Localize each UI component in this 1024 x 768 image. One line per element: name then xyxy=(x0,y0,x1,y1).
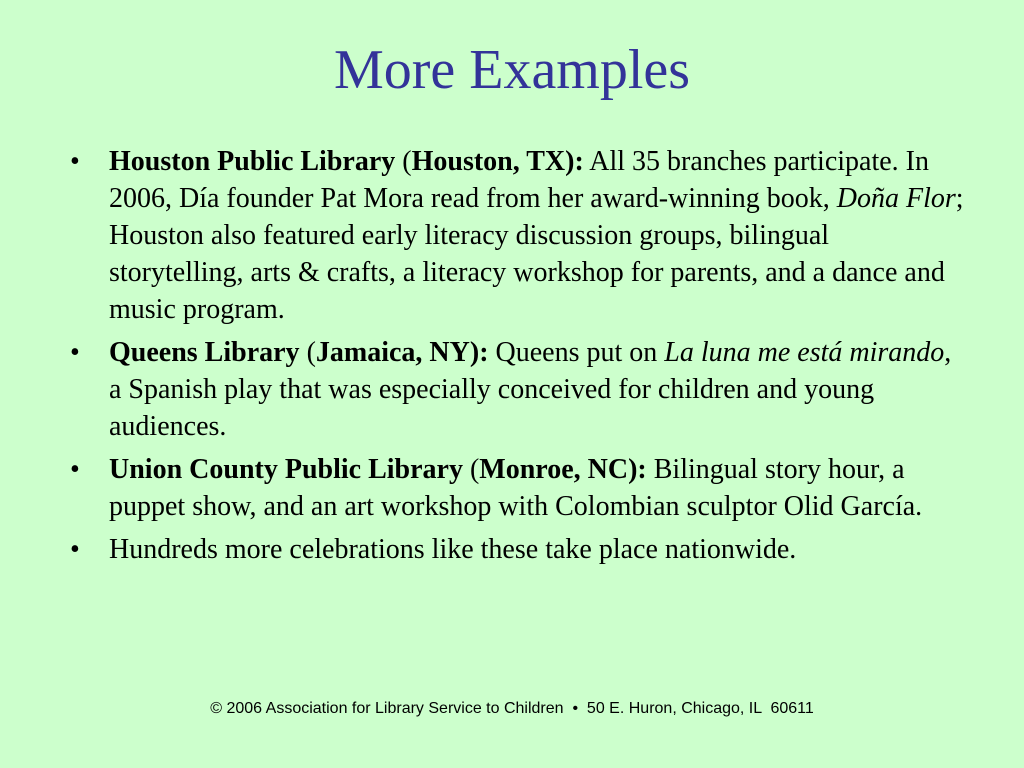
bullet-text-continued: , a Spanish play that was especially conceived for children and young audiences. xyxy=(109,337,952,442)
bullet-icon: • xyxy=(70,146,80,177)
play-title: La luna me está mirando xyxy=(664,337,945,368)
bullet-text: Bilingual story hour, a puppet show, and an art workshop with Colombian sculptor Olid García. xyxy=(109,454,923,522)
library-name: Queens Library xyxy=(109,337,300,368)
bullet-text: Queens put on xyxy=(488,337,665,368)
bullet-icon: • xyxy=(70,337,80,368)
footer-copyright: © 2006 Association for Library Service to Children • 50 E. Huron, Chicago, IL 60611 xyxy=(210,700,814,717)
library-location: Houston, TX): xyxy=(411,146,584,177)
library-name: Houston Public Library xyxy=(109,146,396,177)
slide-title: More Examples xyxy=(333,39,691,101)
bullet-queens xyxy=(70,334,970,445)
bullet-icon: • xyxy=(70,454,80,485)
bullet-union-county xyxy=(70,451,970,525)
bullet-text: Hundreds more celebrations like these take place nationwide. xyxy=(109,534,797,565)
bullet-text-continued: ; Houston also featured early literacy discussion groups, bilingual storytelling, arts & crafts, a literacy workshop for parents, and a dance and music program. xyxy=(109,183,964,325)
library-location: Jamaica, NY): xyxy=(315,337,489,368)
bullet-text: All 35 branches participate. In 2006, Día founder Pat Mora read from her award-winning book, xyxy=(109,146,929,214)
location-separator: ( xyxy=(299,337,316,368)
bullet-houston xyxy=(70,143,970,328)
bullet-list xyxy=(70,143,970,574)
location-separator: ( xyxy=(395,146,412,177)
bullet-hundreds-more xyxy=(70,531,970,568)
book-title: Doña Flor xyxy=(836,183,956,214)
location-separator: ( xyxy=(462,454,480,485)
library-location: Monroe, NC): xyxy=(479,454,647,485)
bullet-icon: • xyxy=(70,534,80,565)
library-name: Union County Public Library xyxy=(109,454,463,485)
